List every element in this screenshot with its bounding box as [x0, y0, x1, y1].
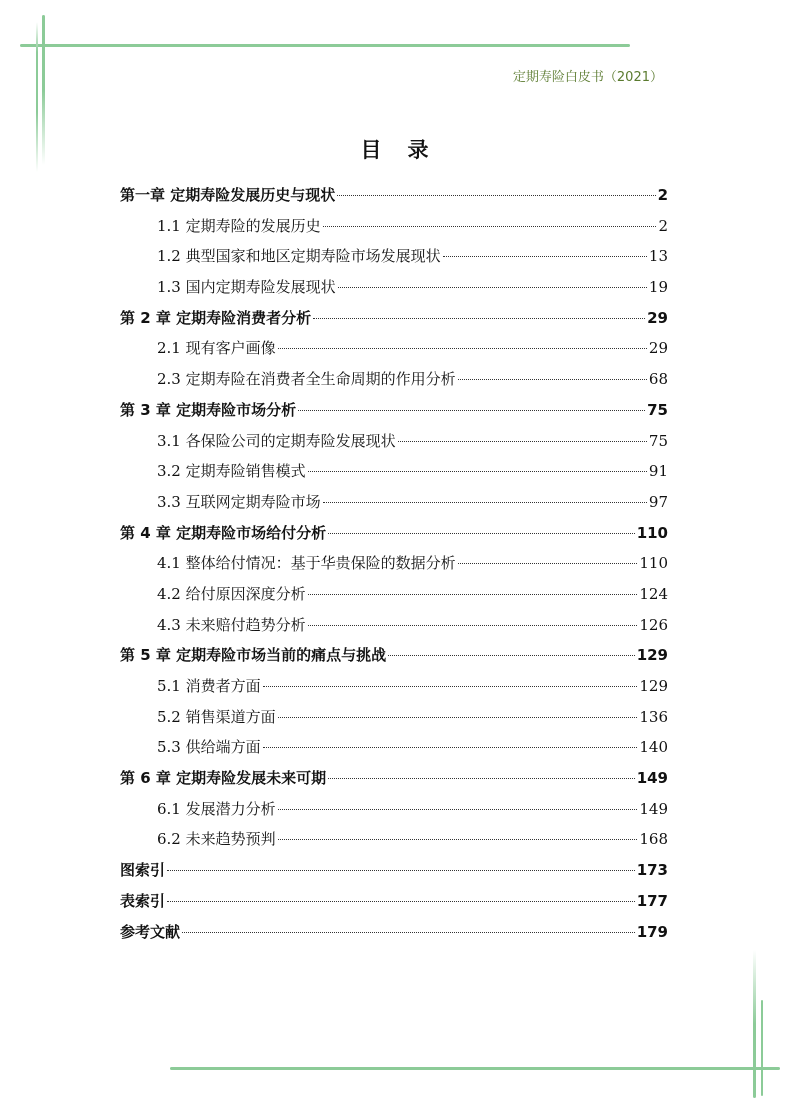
toc-entry-label: 表索引	[120, 891, 166, 910]
toc-entry-label: 第一章 定期寿险发展历史与现状	[120, 186, 336, 204]
toc-entry-label: 3.1 各保险公司的定期寿险发展现状	[157, 431, 396, 450]
toc-entry-page: 149	[639, 799, 668, 818]
toc-entry[interactable]	[120, 828, 668, 859]
toc-entry[interactable]	[120, 245, 668, 276]
page-title: 目录	[360, 138, 455, 162]
dot-leader	[323, 226, 657, 227]
toc-entry-page: 129	[636, 646, 668, 665]
toc-entry-page: 110	[636, 523, 668, 542]
dot-leader	[278, 839, 638, 840]
dot-leader	[328, 533, 635, 534]
toc-entry[interactable]	[120, 798, 668, 829]
dot-leader	[278, 348, 647, 349]
toc-entry-label: 4.1 整体给付情况：基于华贵保险的数据分析	[157, 554, 456, 573]
toc-entry-page: 75	[647, 400, 668, 419]
toc-entry[interactable]	[120, 337, 668, 368]
dot-leader	[398, 441, 647, 442]
dot-leader	[313, 318, 645, 319]
toc-entry-page: 75	[648, 431, 668, 450]
toc-entry-page: 129	[639, 677, 668, 695]
toc-entry[interactable]	[120, 890, 668, 921]
toc-entry-label: 4.3 未来赔付趋势分析	[157, 615, 306, 634]
toc-entry-label: 6.2 未来趋势预判	[157, 830, 276, 849]
toc-entry-label: 3.3 互联网定期寿险市场	[157, 492, 321, 511]
toc-entry[interactable]	[120, 736, 668, 767]
toc-entry-page: 168	[639, 830, 668, 849]
dot-leader	[298, 410, 645, 411]
dot-leader	[337, 195, 655, 196]
toc-entry[interactable]	[120, 614, 668, 645]
toc-entry[interactable]	[120, 276, 668, 307]
toc-entry[interactable]	[120, 399, 668, 430]
toc-entry-page: 13	[648, 247, 668, 266]
toc-entry[interactable]	[120, 583, 668, 614]
toc-entry-label: 2.1 现有客户画像	[157, 339, 276, 358]
toc-entry[interactable]	[120, 368, 668, 399]
toc-entry-page: 136	[639, 707, 668, 726]
toc-entry-page: 140	[639, 738, 668, 757]
decorative-line-bottom-right-v2	[761, 1000, 763, 1096]
toc-entry-page: 91	[648, 462, 668, 481]
toc-entry[interactable]	[120, 921, 668, 952]
decorative-line-bottom-right-v1	[753, 950, 756, 1098]
toc-entry-label: 第 6 章 定期寿险发展未来可期	[120, 769, 327, 788]
toc-entry-label: 第 3 章 定期寿险市场分析	[120, 400, 297, 419]
toc-entry-label: 第 2 章 定期寿险消费者分析	[120, 308, 312, 327]
dot-leader	[308, 471, 647, 472]
dot-leader	[308, 594, 638, 595]
dot-leader	[388, 655, 635, 656]
running-header: 定期寿险白皮书（2021）	[512, 70, 663, 85]
toc-entry[interactable]	[120, 767, 668, 798]
toc-entry-page: 19	[648, 278, 668, 297]
dot-leader	[308, 625, 638, 626]
toc-entry-label: 参考文献	[120, 922, 181, 941]
toc-entry[interactable]	[120, 552, 668, 583]
toc-entry-label: 1.1 定期寿险的发展历史	[157, 216, 321, 235]
toc-entry-label: 第 4 章 定期寿险市场给付分析	[120, 523, 327, 542]
dot-leader	[263, 747, 638, 748]
toc-entry[interactable]	[120, 859, 668, 890]
dot-leader	[167, 901, 635, 902]
toc-entry[interactable]	[120, 644, 668, 675]
toc-entry[interactable]	[120, 491, 668, 522]
toc-entry-page: 126	[639, 615, 668, 634]
toc-entry-page: 124	[639, 584, 668, 603]
table-of-contents	[120, 184, 668, 951]
decorative-line-bottom	[170, 1067, 780, 1070]
toc-entry[interactable]	[120, 460, 668, 491]
dot-leader	[323, 502, 647, 503]
toc-entry-label: 3.2 定期寿险销售模式	[157, 462, 306, 481]
dot-leader	[458, 563, 638, 564]
toc-entry-page: 179	[636, 922, 668, 941]
toc-entry-label: 第 5 章 定期寿险市场当前的痛点与挑战	[120, 646, 387, 665]
toc-entry-page: 2	[657, 186, 668, 204]
toc-entry-label: 图索引	[120, 861, 166, 880]
toc-entry-page: 149	[636, 769, 668, 788]
toc-entry[interactable]	[120, 706, 668, 737]
toc-entry-page: 177	[636, 891, 668, 910]
dot-leader	[443, 256, 647, 257]
toc-entry-page: 68	[648, 370, 668, 389]
toc-entry-page: 97	[648, 492, 668, 511]
dot-leader	[328, 778, 635, 779]
decorative-line-top	[20, 44, 630, 47]
toc-entry[interactable]	[120, 522, 668, 553]
toc-entry-label: 5.2 销售渠道方面	[157, 707, 276, 726]
toc-entry-label: 1.2 典型国家和地区定期寿险市场发展现状	[157, 247, 441, 266]
toc-entry[interactable]	[120, 675, 668, 706]
toc-entry-page: 110	[639, 554, 668, 573]
toc-entry-label: 1.3 国内定期寿险发展现状	[157, 278, 336, 297]
dot-leader	[278, 717, 638, 718]
dot-leader	[182, 932, 635, 933]
toc-entry-label: 5.3 供给端方面	[157, 738, 261, 757]
toc-entry[interactable]	[120, 307, 668, 338]
toc-entry-label: 5.1 消费者方面	[157, 677, 261, 695]
toc-entry-label: 6.1 发展潜力分析	[157, 799, 276, 818]
toc-entry[interactable]	[120, 184, 668, 215]
toc-entry-page: 2	[658, 216, 668, 235]
dot-leader	[167, 870, 635, 871]
toc-entry-page: 173	[636, 861, 668, 880]
dot-leader	[458, 379, 647, 380]
dot-leader	[338, 287, 647, 288]
dot-leader	[263, 686, 638, 687]
toc-entry-label: 4.2 给付原因深度分析	[157, 584, 306, 603]
toc-entry[interactable]	[120, 215, 668, 246]
dot-leader	[278, 809, 638, 810]
toc-entry-page: 29	[648, 339, 668, 358]
toc-entry-page: 29	[647, 308, 668, 327]
toc-entry-label: 2.3 定期寿险在消费者全生命周期的作用分析	[157, 370, 456, 389]
toc-entry[interactable]	[120, 430, 668, 461]
